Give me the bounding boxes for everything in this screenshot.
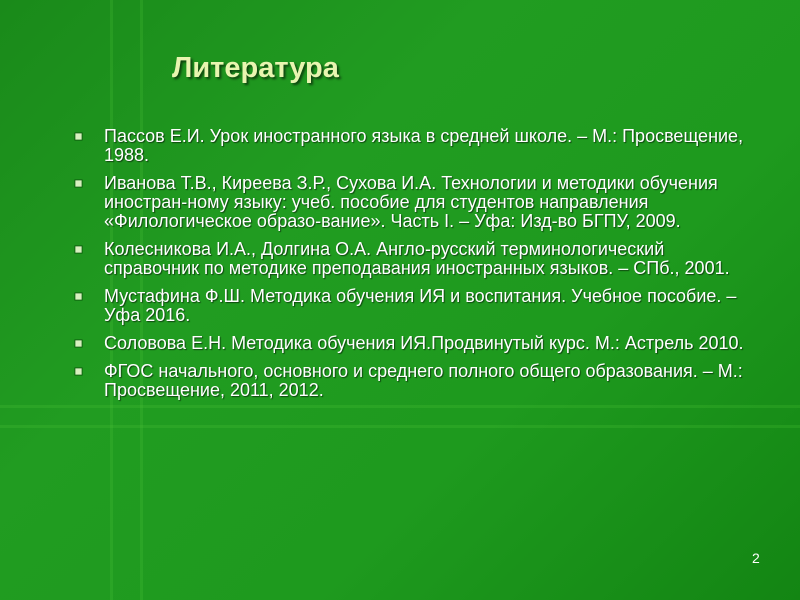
background-stripe: [0, 425, 800, 428]
slide-title: Литература: [172, 52, 339, 84]
square-bullet-icon: [74, 132, 83, 141]
reference-list: [72, 127, 762, 409]
square-bullet-icon: [74, 245, 83, 254]
reference-text: Колесникова И.А., Долгина О.А. Англо-русский терминологический справочник по методике преподавания иностранных языков. – СПб., 2001.: [104, 239, 730, 278]
reference-text: Мустафина Ф.Ш. Методика обучения ИЯ и воспитания. Учебное пособие. – Уфа 2016.: [104, 286, 737, 325]
list-item: [72, 287, 762, 325]
reference-text: Иванова Т.В., Киреева З.Р., Сухова И.А. Технологии и методики обучения иностран-ному языку: учеб. пособие для студентов направления «Филологическое образо-вание». Часть I. – Уфа: Изд-во БГПУ, 2009.: [104, 173, 718, 231]
square-bullet-icon: [74, 292, 83, 301]
page-number: 2: [752, 550, 760, 566]
reference-text: Пассов Е.И. Урок иностранного языка в средней школе. – М.: Просвещение, 1988.: [104, 126, 744, 165]
list-item: [72, 127, 762, 165]
square-bullet-icon: [74, 339, 83, 348]
list-item: [72, 362, 762, 400]
reference-text: Соловова Е.Н. Методика обучения ИЯ.Продвинутый курс. М.: Астрель 2010.: [104, 333, 744, 353]
list-item: [72, 174, 762, 231]
reference-text: ФГОС начального, основного и среднего полного общего образования. – М.: Просвещение, 2011, 2012.: [104, 361, 743, 400]
square-bullet-icon: [74, 367, 83, 376]
list-item: [72, 334, 762, 353]
square-bullet-icon: [74, 179, 83, 188]
list-item: [72, 240, 762, 278]
